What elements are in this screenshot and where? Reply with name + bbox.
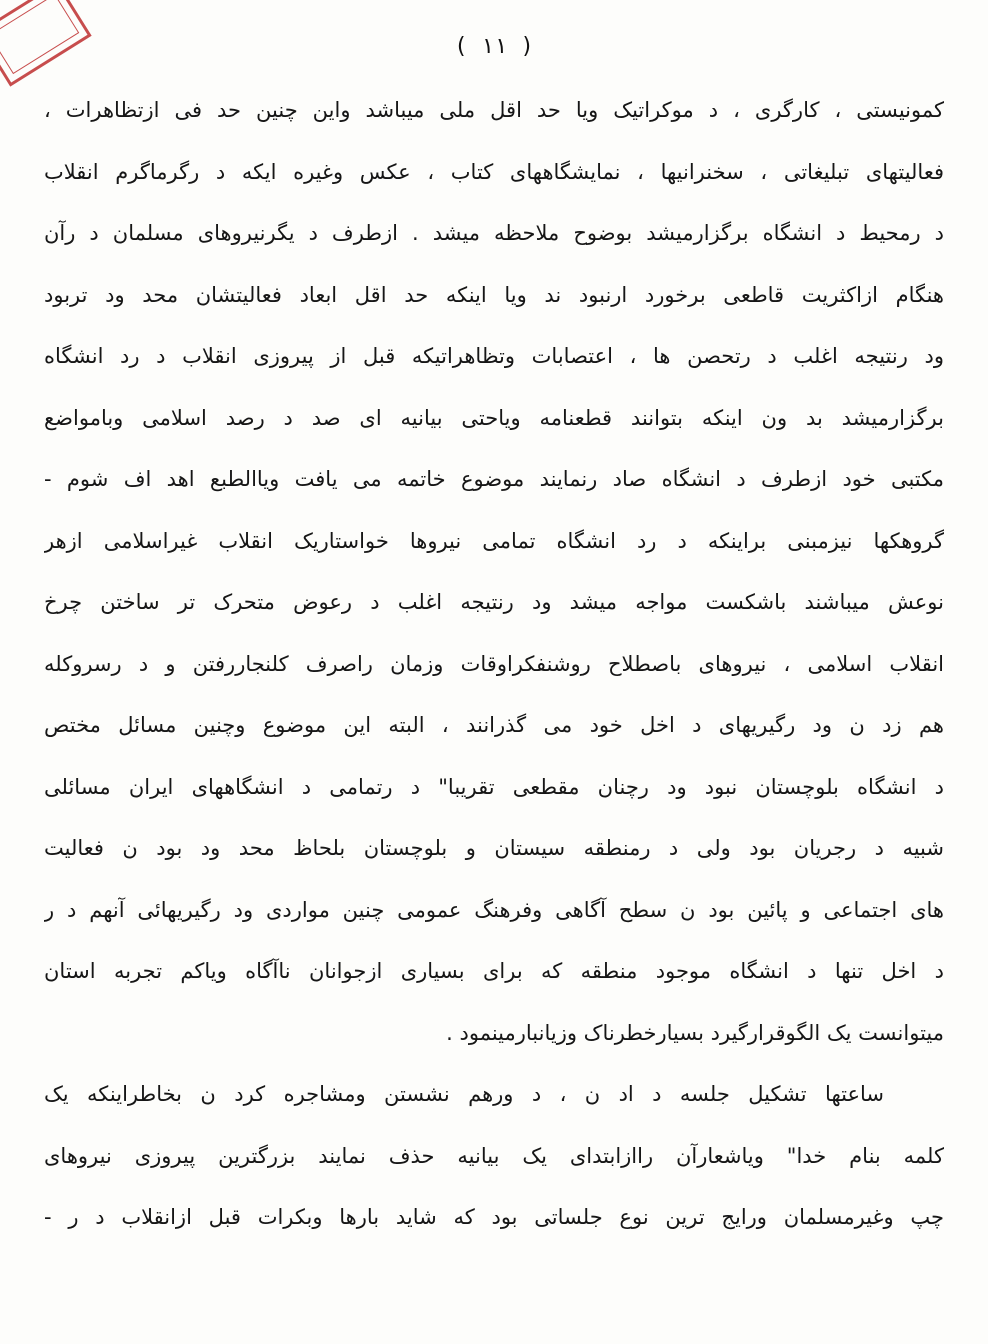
text-line: گروهکها نیزمبنی براینکه د رد انشگاه تمامی نیروها خواستاریک انقلاب غیراسلامی ازهر [44, 528, 944, 553]
paragraph-start-line: ساعتها تشکیل جلسه د اد ن ، د ورهم نشستن ومشاجره کرد ن بخاطراینکه یک [44, 1082, 884, 1106]
text-line: برگزارمیشد بد ون اینکه بتوانند قطعنامه ویاحتی بیانیه ای صد د رصد اسلامی وبامواضع [44, 405, 944, 430]
text-line: د رمحیط د انشگاه برگزارمیشد بوضوح ملاحظه میشد . ازطرف د یگرنیروهای مسلمان د رآن [44, 221, 944, 245]
text-line: فعالیتهای تبلیغاتی ، سخنرانیها ، نمایشگاههای کتاب ، عکس وغیره ایکه د رگرماگرم انقلاب [44, 159, 944, 184]
text-line: شبیه د رجریان بود ولی د رمنطقه سیستان و بلوچستان بلحاظ محد ود بود ن فعالیت [44, 836, 944, 860]
text-line: انقلاب اسلامی ، نیروهای باصطلاح روشنفکراوقات وزمان راصرف کلنجاررفتن و د رسروکله [44, 651, 944, 676]
text-line: کمونیستی ، کارگری ، د موکراتیک ویا حد اقل ملی میباشد واین چنین حد فی ازتظاهرات ، [44, 98, 944, 122]
text-line: مکتبی خود ازطرف د انشگاه صاد رنمایند موضوع خاتمه می یافت ویاالطبع اهد اف شوم - [44, 467, 944, 491]
text-line: چپ وغیرمسلمان ورایج ترین نوع جلساتی بود که شاید بارها وبکرات قبل ازانقلاب د ر - [44, 1205, 944, 1229]
text-line: های اجتماعی و پائین بود ن سطح آگاهی وفرهنگ عمومی چنین مواردی ود رگیریهائی آنهم د ر [44, 897, 944, 922]
text-line: هنگام ازاکثریت قاطعی برخورد ارنبود ند ویا اینکه حد اقل ابعاد فعالیتشان محد ود تربود [44, 282, 944, 307]
text-line: هم زد ن ود رگیریهای د اخل خود می گذرانند ، البته این موضوع وچنین مسائل مختص [44, 713, 944, 737]
body-text [44, 88, 944, 1257]
page-number: ( ١١ ) [454, 34, 534, 59]
text-line: د انشگاه بلوچستان نبود ود رچنان مقطعی تقریبا" د رتمامی د انشگاههای ایران مسائلی [44, 774, 944, 799]
text-line: ود رنتیجه اغلب د رتحصن ها ، اعتصابات وتظاهراتیکه قبل از پیروزی انقلاب د رد انشگاه [44, 344, 944, 368]
text-line: کلمه بنام خدا" ویاشعارآن راازابتدای یک بیانیه حذف نمایند بزرگترین پیروزی نیروهای [44, 1143, 944, 1168]
text-line: د اخل تنها د انشگاه موجود منطقه که برای بسیاری ازجوانان ناآگاه ویاکم تجربه استان [44, 959, 944, 983]
paragraph-end-line: میتوانست یک الگوقرارگیرد بسیارخطرناک وزیانبارمینمود . [446, 1020, 944, 1045]
text-line: نوعش میباشند باشکست مواجه میشد ود رنتیجه اغلب د رعوض متحرک تر ساختن چرخ [44, 590, 944, 614]
